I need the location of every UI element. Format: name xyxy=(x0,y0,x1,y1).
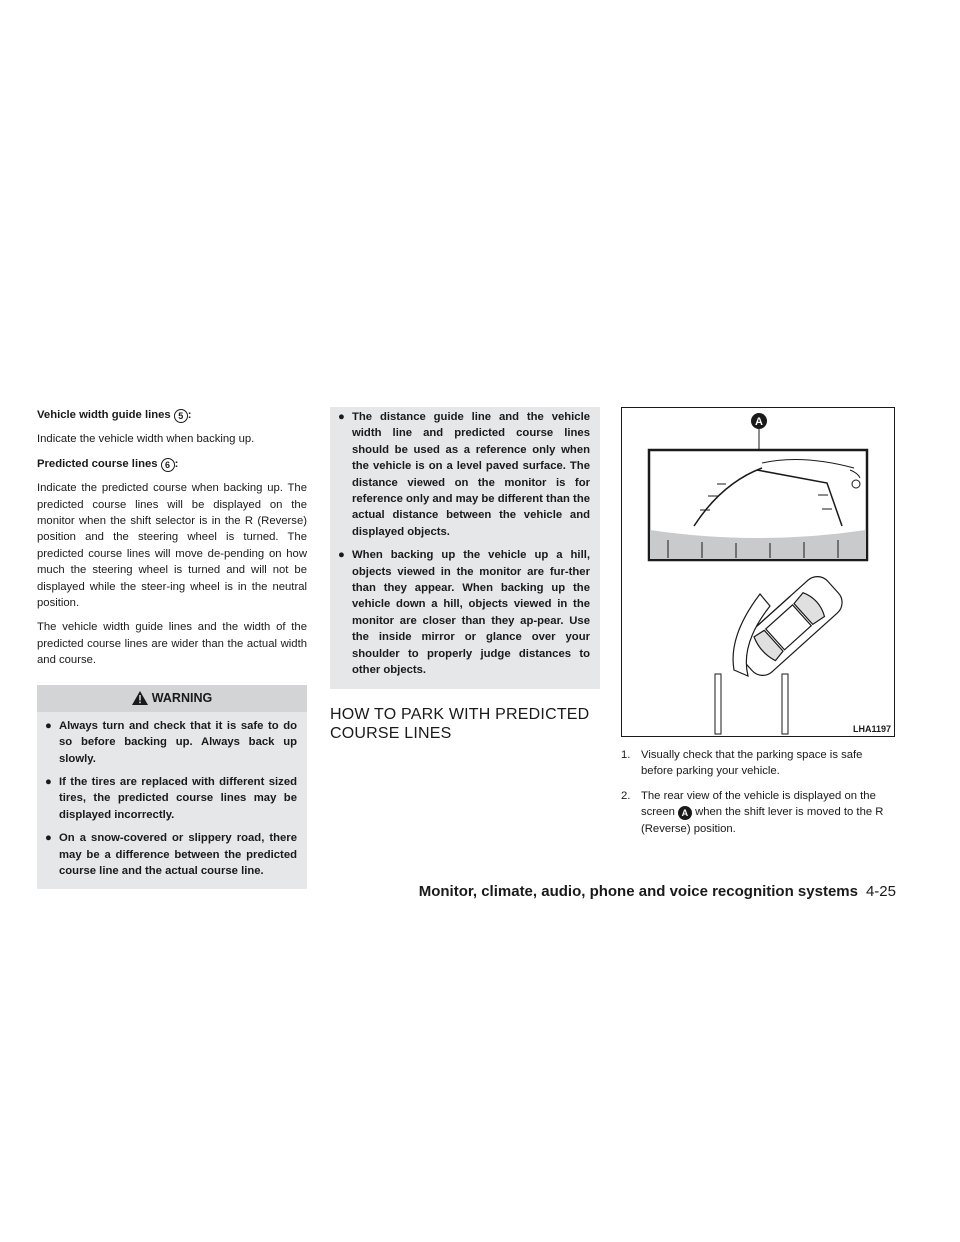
warning-list xyxy=(37,712,307,890)
width-note-text: The vehicle width guide lines and the width of the predicted course lines are wider than the actual width and course. xyxy=(37,621,307,667)
warning-header xyxy=(37,685,307,712)
bullet-icon: ● xyxy=(45,832,52,845)
vehicle-width-guide-lines-text: Indicate the vehicle width when backing up. xyxy=(37,433,255,446)
bullet-icon: ● xyxy=(45,775,52,788)
warning-title: WARNING xyxy=(151,690,213,705)
vehicle-width-guide-lines-heading: Vehicle width guide lines 5 : xyxy=(37,409,192,421)
callout-5: 5 xyxy=(174,409,188,423)
column-middle xyxy=(330,407,600,743)
predicted-course-lines-heading: Predicted course lines 6 : xyxy=(37,457,179,470)
warning-box-continued xyxy=(330,407,600,689)
bullet-icon: ● xyxy=(338,549,345,562)
warning-list xyxy=(330,407,600,689)
parking-line-right xyxy=(782,674,788,734)
warning-item: ● On a snow-covered or slippery road, there may be a difference between the predicted course line and the actual course line. xyxy=(45,832,297,877)
step-item: 2. The rear view of the vehicle is displayed on the screen A when the shift lever is moved to the R (Reverse) position. xyxy=(621,789,884,835)
callout-a-label: A xyxy=(755,416,763,428)
rear-view-monitor-figure xyxy=(621,407,895,737)
bullet-icon: ● xyxy=(45,719,52,732)
parking-line-left xyxy=(715,674,721,734)
page-number: 4-25 xyxy=(865,883,896,900)
parking-steps xyxy=(621,747,895,837)
figure-id: LHA1197 xyxy=(852,724,891,734)
callout-6: 6 xyxy=(161,458,175,472)
chapter-title: Monitor, climate, audio, phone and voice recognition systems xyxy=(418,883,858,900)
warning-item: ● The distance guide line and the vehicle width line and predicted course lines should be used as a reference only when the vehicle is on a level paved surface. The distance viewed on the monitor is for reference only and may be different than the actual distance between the vehicle and displayed objects. xyxy=(338,411,590,538)
warning-box xyxy=(37,685,307,890)
section-title: HOW TO PARK WITH PREDICTED COURSE LINES xyxy=(330,705,590,742)
warning-item: ● Always turn and check that it is safe to do so before backing up. Always back up slowly. xyxy=(45,719,297,765)
column-right xyxy=(621,407,895,845)
column-left xyxy=(37,407,307,889)
warning-item: ● When backing up the vehicle up a hill, objects viewed in the monitor are fur-ther than they appear. When backing up the vehicle down a hill, objects viewed in the monitor are closer than they ap-pear. Use the inside mirror or glance over your shoulder to properly judge distances to other objects. xyxy=(338,549,590,677)
callout-a: A xyxy=(678,806,692,820)
predicted-course-lines-text: Indicate the predicted course when backing up. The predicted course lines will be displayed on the monitor when the shift selector is in the R (Reverse) position and the steering wheel is turned. The predicted course lines will move de-pending on how much the steering wheel is turned and will not be displayed while the steer-ing wheel is in the neutral position. xyxy=(37,482,307,610)
warning-triangle-icon xyxy=(132,691,148,705)
bullet-icon: ● xyxy=(338,411,345,423)
warning-item: ● If the tires are replaced with different sized tires, the predicted course lines may be displayed incorrectly. xyxy=(45,775,297,821)
page-footer xyxy=(419,883,896,900)
parking-illustration xyxy=(622,408,894,736)
step-item: 1. Visually check that the parking space is safe before parking your vehicle. xyxy=(621,749,863,778)
